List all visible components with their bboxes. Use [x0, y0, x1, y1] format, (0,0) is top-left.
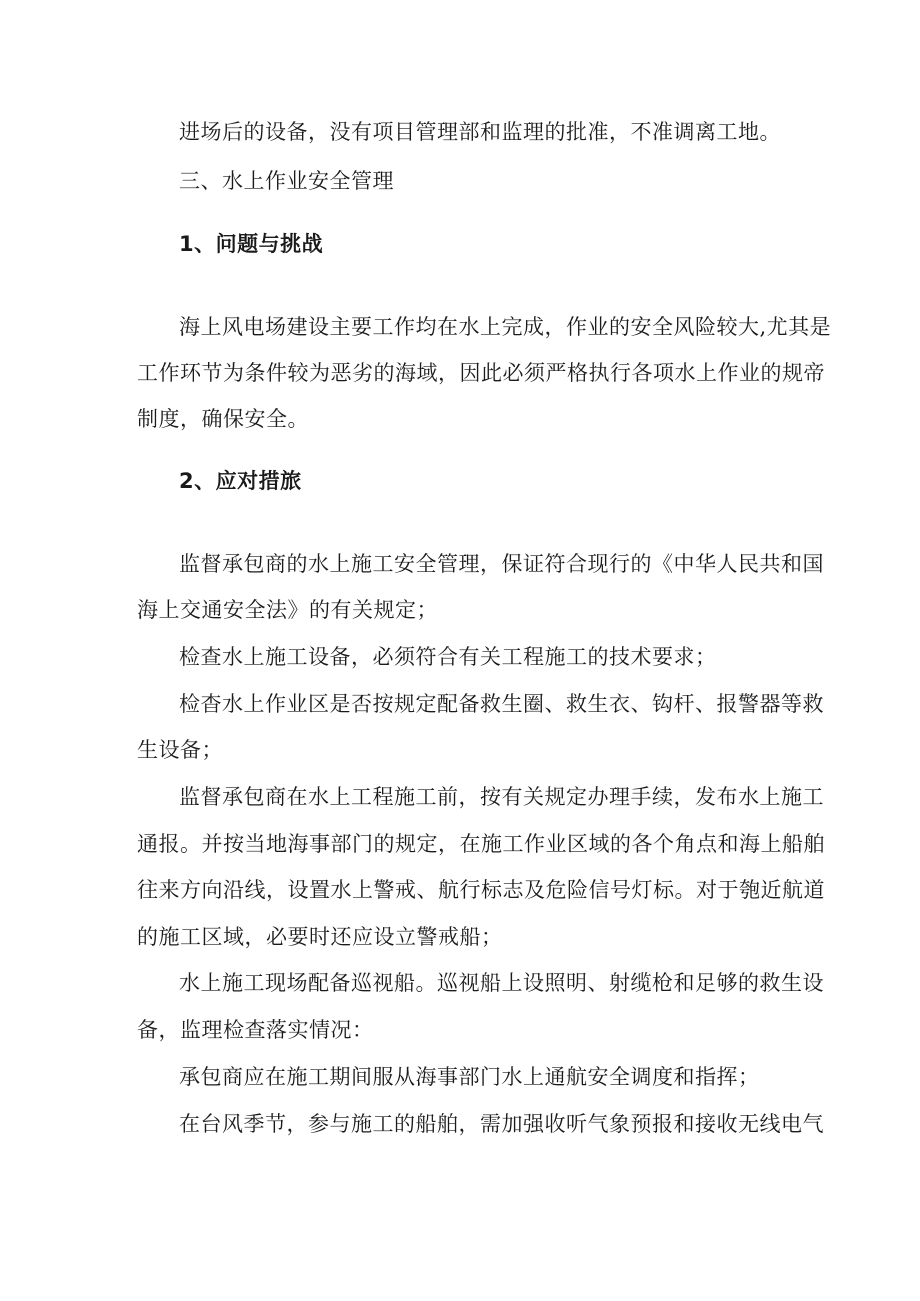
- text-line: 工作环节为条件较为恶劣的海域，因此必须严格执行各项水上作业的规帝: [137, 361, 825, 385]
- text-line: 海上交通安全法》的有关规定；: [137, 598, 438, 622]
- text-line: 通报。并按当地海事部门的规定，在施工作业区域的各个角点和海上船舶: [137, 832, 825, 856]
- text-line: 承包商应在施工期间服从海事部门水上通航安全调度和指挥；: [179, 1065, 760, 1089]
- text-line: 的施工区域，必要时还应设立警戒船；: [137, 925, 503, 949]
- text-line: 进场后的设备，没有项目管理部和监理的批准，不准调离工地。: [179, 120, 781, 144]
- text-line: 海上风电场建设主要工作均在水上完成，作业的安全风险较大,尤其是: [179, 315, 832, 339]
- subheading-countermeasures: 2、应对措旅: [179, 469, 302, 493]
- text-line: 往来方向沿线，设置水上警戒、航行标志及危险信号灯标。对于匏近航道: [137, 878, 825, 902]
- text-line: 在台风季节，参与施工的船舶，需加强收听气象预报和接收无线电气: [179, 1112, 824, 1136]
- text-line: 监督承包商在水上工程施工前，按有关规定办理手续，发布水上施工: [179, 785, 824, 809]
- text-line: 检杳水上作业区是否按规定配备救生圈、救生衣、钩杆、报警器等救: [179, 692, 824, 716]
- section-heading: 三、水上作业安全管理: [179, 169, 394, 193]
- text-line: 检查水上施工设备，必须符合有关工程施工的技术要求；: [179, 645, 717, 669]
- text-line: 制度，确保安全。: [137, 407, 309, 431]
- text-line: 水上施工现场配备巡视船。巡视船上设照明、射缆枪和足够的救生设: [179, 971, 824, 995]
- subheading-problems-challenges: 1、问题与挑战: [179, 232, 324, 256]
- text-line: 监督承包商的水上施工安全管理，保证符合现行的《中华人民共和国: [179, 552, 824, 576]
- text-line: 生设备；: [137, 738, 223, 762]
- text-line: 备，监理检查落实情况：: [137, 1018, 374, 1042]
